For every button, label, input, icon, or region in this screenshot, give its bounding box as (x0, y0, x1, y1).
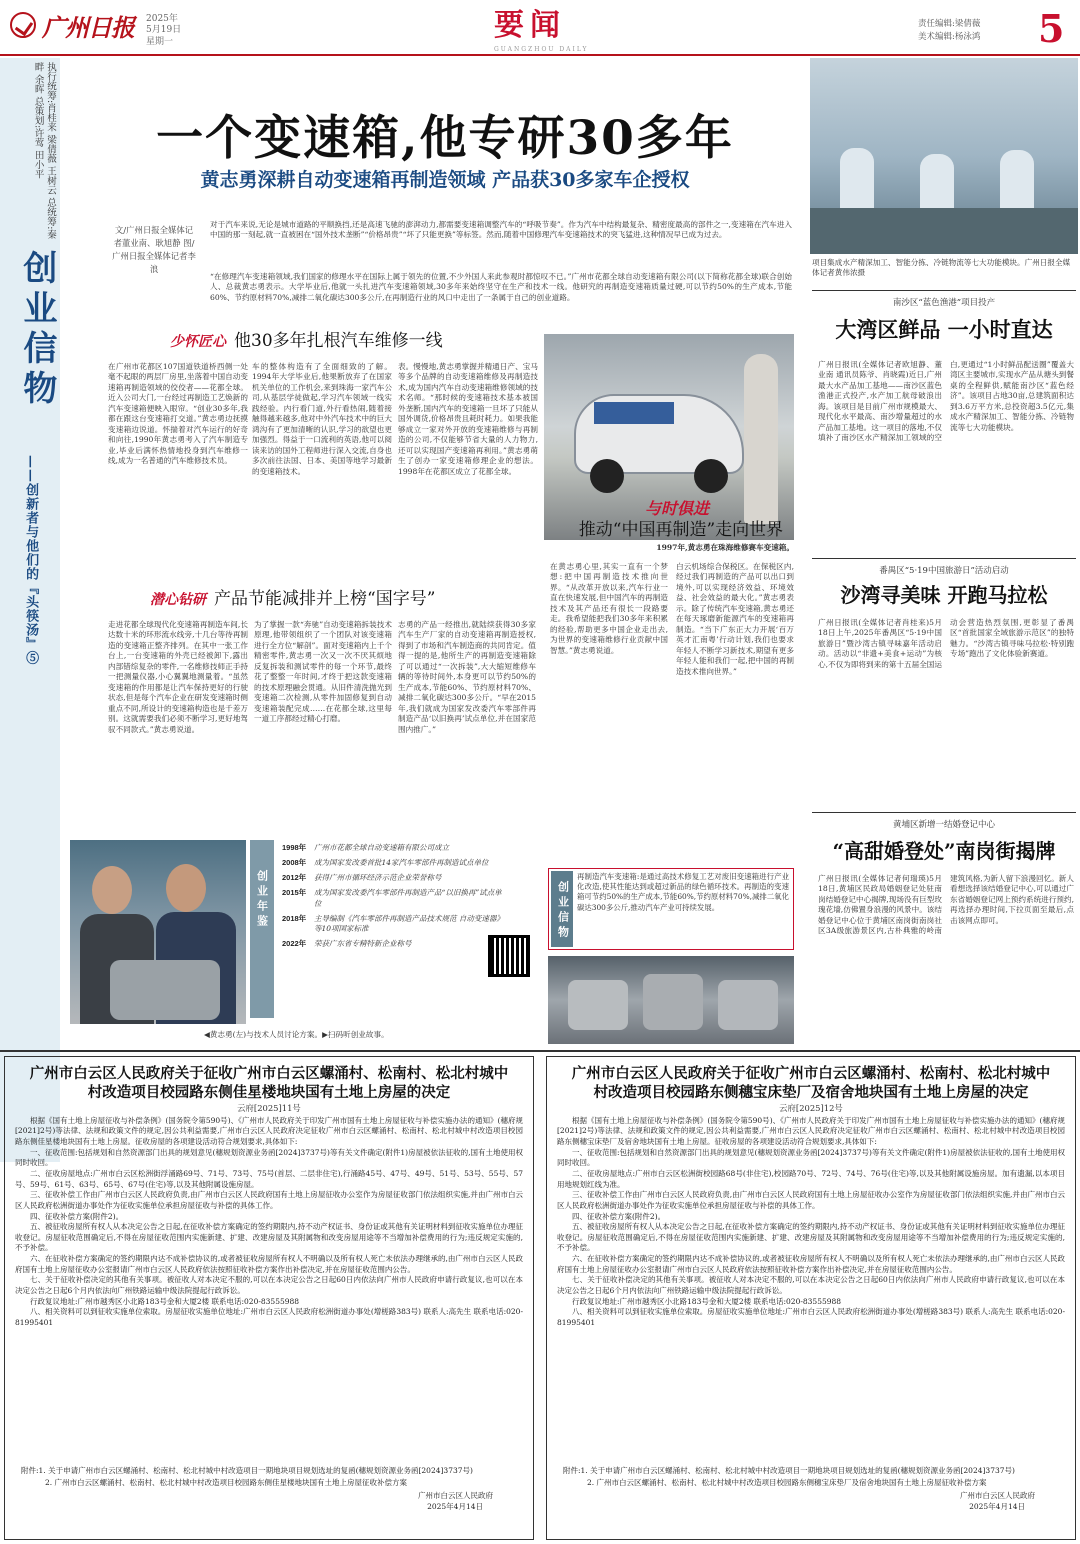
section-3-column-1: 在黄志勇心里,其实一直有一个梦想:把中国再制造技术推向世界。“从改革开放以来,汽车行业一直在快速发展,但中国汽车的再制造技术及其产品还有很长一段路要走。我希望能把我们30多年来积累的经验,帮助更多中国企业走出去,为世界的变速箱维修行业贡献中国智慧。”黄志勇说道。 (550, 562, 668, 655)
section-1-column-1: 在广州市花都区107国道铁道桥西侧一处毫不起眼的两层厂房里,坐落着中国自动变速箱再制造领域的佼佼者——花都全球。近入公司大门,一台经过再制造工艺焕新的汽车变速箱便映入眼帘。“创业30多年,我都在跟这台变速箱打交道。”黄志勇边抚摸变速箱边说道。怀揣着对汽车运行的好奇和向往,1990年黄志勇考入了汽车制造专业,毕业后满怀热情地投身到汽车维修一线,成为一名普通的汽车维修技术员。 (108, 362, 248, 466)
discussion-caption: ◀黄志勇(左)与技术人员讨论方案。▶扫码听创业故事。 (204, 1030, 389, 1039)
newspaper-logo-icon (10, 12, 36, 38)
intro-paragraph-1: 对于汽车来说,无论是城市道路的平顺换挡,还是高速飞驰的澎湃动力,都需要变速箱调整汽车的“呼吸节奏”。作为汽车中结构最复杂、精密度最高的部件之一,变速箱在汽车进入中国的那一刻起,就一直被困在“国外技术垄断”“价格昂贵”“坏了只能更换”等标签。然而,随着中国修理汽车变速箱技术的突飞猛进,这种情况早已成为过去。 (210, 220, 792, 240)
notice-2-date: 2025年4月14日 (969, 1501, 1025, 1511)
main-subheadline: 黄志勇深耕自动变速箱再制造领域 产品获30多家车企授权 (200, 169, 690, 191)
news-1-kicker: 南沙区“蓝色渔港”项目投产 (892, 298, 996, 308)
page-number: 5 (1038, 6, 1065, 51)
notices-divider (0, 1050, 1080, 1052)
section-1-heading: 少怀匠心 他30多年扎根汽车维修一线 (170, 331, 443, 351)
notice-2-signature: 广州市白云区人民政府 (960, 1491, 1035, 1501)
timeline-item: 2012年 获得广州市循环经济示范企业荣誉称号 (282, 873, 442, 883)
news-1-body: 广州日报讯(全媒体记者欧旭静、董业南 通讯员陈爷、肖晓霞)近日,广州最大水产品加工基地——南沙区蓝色渔港正式投产,水产加工航母破浪出海。该项目是目前广州市规模最大、现代化水平最高、南沙增量超过的水产品加工基地。这一项目的落地,不仅填补了南沙区水产精深加工领域的空白,更通过“1小时鲜品配送圈”覆盖大湾区主要城市,实现水产品从塘头到餐桌的全程鲜供,赋能南沙区“蓝色经济”。该项目占地30亩,总建筑面积达到3.6万平方米,总投资超3.5亿元,集成水产精深加工、智能分拣、冷链物流等七大功能模块。 (818, 360, 1074, 443)
section-1-column-2: 车的整体构造有了全面细致的了解。1994年大学毕业后,他果断放弃了在国家机关单位的工作机会,来到珠海一家汽车公司,从基层学徒做起,学习汽车领域一线实践经验。内行看门道,外行看热闹,随着接触得越来越多,他对中外汽车技术中的巨大鸿沟有了更加清晰的认识,学习的欲望也更加强烈。得益于一口流利的英语,他可以阅读来访的国外工程师进行深入交流,自身也多次前往法国、日本、美国等地学习最新的变速箱技术。 (252, 362, 392, 476)
race-car-caption: 1997年,黄志勇在珠海维修赛车变速箱。 (656, 543, 794, 552)
notice-1-body: 根据《国有土地上房屋征收与补偿条例》(国务院令第590号)、《广州市人民政府关于印发广州市国有土地上房屋征收与补偿实施办法的通知》(穗府规[2021]2号)等法律、法规和政策文件的规定,因公共利益需要,广州市白云区人民政府决定征收广州市白云区螺涌村、松南村、松北村城中村改造项目校园路东侧佳星楼地块国有土地上房屋。征收房屋的各项建设活动符合规划要求,具体如下: 一、征收范围:包括规划和自然资源部门出具的规划意见(穗规划资源业务函[2024]3737号)等有关文件确定(附件1)房屋被依法征收的,国有土地使用权同时收回。 二、征收房屋地点:广州市白云区松洲街浮涌路69号、71号、73号、75号(首层、二层非住宅),行涌路45号、47号、49号、51号、53号、55号、57号、59号、61号、63号、65号、67号(住宅)等,以及其他附属设施房屋。 三、征收补偿工作由广州市白云区人民政府负责,由广州市白云区人民政府国有土地上房屋征收办公室作为房屋征收部门依法组织实施,并由广州市白云区人民政府松洲街道办事处作为征收实施单位承担房屋征收与补偿的具体工作。 四、征收补偿方案(附件2)。 五、被征收房屋所有权人从本决定公告之日起,在征收补偿方案确定的签约期限内,持不动产权证书、身份证或其他有关证明材料到征收实施单位办理征收登记。房屋征收范围确定后,不得在房屋征收范围内实施新建、扩建、改建房屋及其附属物和改变房屋用途等不当增加补偿费用的行为;违反规定实施的,不予补偿。 六、在征收补偿方案确定的签约期限内达不成补偿协议的,或者被征收房屋所有权人不明确以及所有权人死亡未依法办理继承的,由广州市白云区人民政府国有土地上房屋征收办公室报请广州市白云区人民政府依法按照征收补偿方案作出补偿决定,并在房屋征收范围内公告。 七、关于征收补偿决定的其他有关事项。被征收人对本决定不服的,可以在本决定公告之日起60日内依法向广州市人民政府申请行政复议,也可以在本决定公告之日起6个月内依法向广州铁路运输中级法院提起行政诉讼。 行政复议地址:广州市越秀区小北路183号金和大厦2楼 联系电话:020-83555988 八、相关资料可以到征收实施单位索取。房屋征收实施单位地址:广州市白云区人民政府松洲街道办事处(增槎路383号) 联系人:高先生 联系电话:020-81995401 (15, 1115, 523, 1327)
section-2-column-2: 为了掌握一款“奔驰”自动变速箱拆装技术原理,他带领组织了一个团队对该变速箱进行全方位“解剖”。面对变速箱内上千个精密零件,黄志勇一次又一次不厌其烦地反复拆装和测试零件的每一个环节,最终花了整整一年时间,才终于把这款变速箱的技术原理融会贯通。从旧件清洗抛光到变速箱二次检测,从零件加固修复到自动变速箱装配完成……在花都全球,这里每一道工序都经过精心打磨。 (254, 620, 392, 724)
section-3-heading: 与时俱进 推动“中国再制造”走向世界 (578, 499, 784, 541)
timeline-item: 2018年 主导编制《汽车零部件再制造产品技术规范 自动变速器》等10项国家标准 (282, 913, 504, 933)
news-2-body: 广州日报讯(全媒体记者肖桂来)5月18日上午,2025年番禺区“5·19中国旅游日”暨沙湾古镇寻味嘉年活动启动。活动以“非遗+美食+运动”为核心,不仅为即将到来的第十五届全国运动会营造热烈氛围,更彰显了番禺区“首批国家全域旅游示范区”的独特魅力。“沙湾古镇寻味马拉松·特别跑专场”跑出了文化体验新赛道。 (818, 618, 1074, 669)
news-1-title: 大湾区鲜品 一小时直达 (835, 317, 1053, 342)
news-3-body: 广州日报讯(全媒体记者何瑞瑛)5月18日,黄埔区民政局婚姻登记处驻南岗结婚登记中心揭牌,现场没有巨型玫瑰花墙,仿佛置身浪漫的风景中。该结婚登记中心位于黄埔区南岗街南岗社区3A级旅游景区内,古朴典雅的岭南建筑风格,为新人留下浪漫回忆。新人看想选择该结婚登记中心,可以通过广东省婚姻登记网上预约系统进行预约,再选择办理时间,下拉页面至最后,点击该网点即可。 (818, 874, 1074, 936)
gearbox-object (643, 974, 703, 1030)
section-1-column-3: 表。慢慢地,黄志勇掌握并精通日产、宝马等多个品牌的自动变速箱维修及再制造技术,成为国内汽车自动变速箱维修领域的技术名师。“那时候的变速箱技术基本被国外垄断,国内汽车的变速箱一旦坏了只能从国外调货,价格昂贵且耗时耗力。如果我能够成立一家对外开放的变速箱维修与再制造的公司,不仅能够节省大量的人力物力,还可以实现国产变速箱再利用。”黄志勇萌生了创办一家变速箱修理企业的想法。1998年在花都区成立了花都全球。 (398, 362, 538, 476)
seafood-factory-photo (810, 58, 1078, 254)
gearbox-object (568, 980, 628, 1030)
timeline-label: 创业年鉴 (255, 870, 269, 930)
info-box-label-bar (551, 871, 573, 947)
timeline-item: 2015年 成为国家发改委汽车零部件再制造产品“以旧换再”试点单位 (282, 888, 502, 908)
notice-1-date: 2025年4月14日 (427, 1501, 483, 1511)
editors: 责任编辑:梁倩薇 美术编辑:杨泳鸿 (918, 19, 981, 42)
notice-1-attachment-2: 2. 广州市白云区螺涌村、松南村、松北村城中村改造项目校园路东侧佳星楼地块国有土地上房屋征收补偿方案 (45, 1478, 408, 1488)
info-box (548, 868, 794, 950)
person-head (166, 864, 206, 912)
section-title: 要闻 (494, 8, 566, 43)
section-2-column-3: 志勇的产品一经推出,就陆续获得30多家汽车生产厂家的自动变速箱再制造授权,得到了市场和汽车制造商的共同肯定。值得一提的是,他所生产的再制造变速箱除了可以通过“一次拆装”,大大缩短维修车辆的等待时间外,本身更可以节约50%的生产成本,节能60%、节约原材料70%、减排二氧化碳达300多公斤。“早在2015年,我们就成为国家发改委汽车零部件再制造产品‘以旧换再’试点单位,并在国家范围内推广。” (398, 620, 536, 734)
series-credits: 执行统筹:肖桂来 梁倩薇 王树云 总统筹:秦畔 余晖 总策划:许莺 田小平 (32, 62, 56, 239)
section-subtitle: GUANGZHOU DAILY (494, 46, 589, 53)
notice-1-signature: 广州市白云区人民政府 (418, 1491, 493, 1501)
person-head (92, 866, 132, 914)
notice-1-attachment-1: 附件:1. 关于申请广州市白云区螺涌村、松南村、松北村城中村改造项目一期地块项目规划选址的复函(穗规划资源业务函[2024]3737号) (21, 1465, 473, 1475)
divider (812, 812, 1076, 813)
notice-2-attachment-1: 附件:1. 关于申请广州市白云区螺涌村、松南村、松北村城中村改造项目一期地块项目规划选址的复函(穗规划资源业务函[2024]3737号) (563, 1465, 1015, 1475)
news-2-title: 沙湾寻美味 开跑马拉松 (840, 583, 1048, 607)
gearbox-object (718, 980, 778, 1030)
intro-paragraph-2: “在修理汽车变速箱领域,我们国家的修理水平在国际上属于领先的位置,不少外国人来此参观时都惊叹不已。”广州市花都全球自动变速箱有限公司(以下简称花都全球)联合创始人、总裁黄志勇表示。大学毕业后,他就一头扎进汽车变速箱领域,30多年来始终坚守在生产和技术一线。他研究的再制造变速箱质量过硬,可以节约50%的生产成本,节能60%、节约原材料70%,减排二氧化碳达300多公斤,在再制造行业的风口中走出了一条属于自己的创业道路。 (210, 272, 792, 302)
car-window (594, 402, 674, 424)
notice-2-attachment-2: 2. 广州市白云区螺涌村、松南村、松北村城中村改造项目校园路东侧穗宝床垫厂及宿舍地块国有土地上房屋征收补偿方案 (587, 1478, 987, 1488)
news-3-kicker: 黄埔区新增一结婚登记中心 (892, 820, 995, 830)
car-wheel (590, 459, 624, 493)
section-3-column-2: 白云机场综合保税区。在保税区内,经过我们再制造的产品可以出口到境外,可以实现经济效益、环境效益、社会效益的最大化。”黄志勇表示。除了传统汽车变速箱,黄志勇还在每天琢磨新能源汽车的变速箱再制造。“当下广东正大力开展‘百万英才汇南粤’行动计划,我们也要求年轻人不断学习新技术,期望有更多年轻人能和我们一起,把中国的再制造技术推向世界。” (676, 562, 794, 676)
qr-code-icon[interactable] (488, 935, 530, 977)
news-3-title: “高甜婚登处”南岗街揭牌 (832, 839, 1056, 863)
timeline (282, 843, 504, 954)
gearbox-object (110, 960, 220, 1020)
notice-2-number: 云府[2025]12号 (779, 1102, 843, 1113)
notice-2-title: 广州市白云区人民政府关于征收广州市白云区螺涌村、松南村、松北村城中村改造项目校园路东侧穗宝床垫厂及宿舍地块国有土地上房屋的决定 (571, 1065, 1051, 1101)
notice-2-body: 根据《国有土地上房屋征收与补偿条例》(国务院令第590号)、《广州市人民政府关于印发广州市国有土地上房屋征收与补偿实施办法的通知》(穗府规[2021]2号)等法律、法规和政策文件的规定,因公共利益需要,广州市白云区人民政府决定征收广州市白云区螺涌村、松南村、松北村城中村改造项目校园路东侧穗宝床垫厂及宿舍地块国有土地上房屋。征收房屋的各项建设活动符合规划要求,具体如下: 一、征收范围:包括规划和自然资源部门出具的规划意见(穗规划资源业务函[2024]3737号)等有关文件确定(附件1)房屋被依法征收的,国有土地使用权同时收回。 二、征收房屋地点:广州市白云区松洲街校园路68号(非住宅),校园路70号、72号、74号、76号(住宅)等,以及其他附属设施房屋。加有遗漏,以本项目用地规划红线为准。 三、征收补偿工作由广州市白云区人民政府负责,由广州市白云区人民政府国有土地上房屋征收办公室作为房屋征收部门依法组织实施,并由广州市白云区人民政府松洲街道办事处作为征收实施单位承担房屋征收与补偿的具体工作。 四、征收补偿方案(附件2)。 五、被征收房屋所有权人从本决定公告之日起,在征收补偿方案确定的签约期限内,持不动产权证书、身份证或其他有关证明材料到征收实施单位办理征收登记。房屋征收范围确定后,不得在房屋征收范围内实施新建、扩建、改建房屋及其附属物和改变房屋用途等不当增加补偿费用的行为;违反规定实施的,不予补偿。 六、在征收补偿方案确定的签约期限内达不成补偿协议的,或者被征收房屋所有权人不明确以及所有权人死亡未依法办理继承的,由广州市白云区人民政府国有土地上房屋征收办公室报请广州市白云区人民政府依法按照征收补偿方案作出补偿决定,并在房屋征收范围内公告。 七、关于征收补偿决定的其他有关事项。被征收人对本决定不服的,可以在本决定公告之日起60日内依法向广州市人民政府申请行政复议,也可以在本决定公告之日起6个月内依法向广州铁路运输中级法院提起行政诉讼。 行政复议地址:广州市越秀区小北路183号金和大厦2楼 联系电话:020-83555988 八、相关资料可以到征收实施单位索取。房屋征收实施单位地址:广州市白云区人民政府松洲街道办事处(增槎路383号) 联系人:高先生 联系电话:020-81995401 (557, 1115, 1065, 1327)
issue-date: 2025年 5月19日 星期一 (146, 14, 182, 47)
info-box-text: 再制造汽车变速箱:是通过高技术修复工艺对废旧变速箱进行产业化改造,使其性能达到或超过新品的绿色循环技术。再制造的变速箱可节约50%的生产成本,节能60%,节约原材料70%,减排二氧化碳达300多公斤,推动汽车产业可持续发展。 (577, 872, 789, 912)
notice-1-title: 广州市白云区人民政府关于征收广州市白云区螺涌村、松南村、松北村城中村改造项目校园路东侧佳星楼地块国有土地上房屋的决定 (29, 1065, 509, 1101)
timeline-item: 2022年 荣获广东省专精特新企业称号 (282, 938, 412, 948)
info-box-label: 创业信物 (556, 881, 570, 941)
gearbox-product-photo (548, 956, 794, 1044)
section-2-heading: 潜心钻研 产品节能减排并上榜“国字号” (150, 589, 436, 609)
timeline-item: 1998年 广州市花都全球自动变速箱有限公司成立 (282, 843, 449, 852)
paper-name: 广州日报 (42, 13, 134, 42)
seafood-photo-caption: 项目集成水产精深加工、智能分拣、冷链物流等七大功能模块。广州日报全媒体记者黄伟浓摄 (812, 258, 1071, 278)
timeline-label-bar (250, 840, 274, 1018)
timeline-item: 2008年 成为国家发改委首批14家汽车零部件再制造试点单位 (282, 858, 489, 868)
divider (812, 558, 1076, 559)
notice-1 (4, 1056, 534, 1540)
section-2-column-1: 走进花都全球现代化变速箱再制造车间,长达数十米的环形流水线旁,十几台等待再制造的变速箱正整齐排列。在其中一张工作台上,一台变速箱的外壳已经被卸下,露出内部错综复杂的零件,一名维修技师正手持一把测量仪器,小心翼翼地测量着。“虽然变速箱的作用都是让汽车保持更好的行驶状态,但是每个汽车企业在研发变速箱时侧重点不同,所设计的变速箱构造也是千差万别。这就需要我们必须不断学习,更好地驾驭不同款式。”黄志勇说道。 (108, 620, 248, 734)
discussion-photo (70, 840, 246, 1024)
series-subtitle: ——创新者与他们的『头筷汤』⑤ (23, 455, 39, 665)
news-2-kicker: 番禺区“5·19中国旅游日”活动启动 (879, 566, 1009, 576)
conveyor-line (810, 208, 1078, 254)
series-title: 创业信物 (16, 250, 57, 410)
notice-2 (546, 1056, 1076, 1540)
byline: 文/广州日报全媒体记者董业南、耿旭静 图/广州日报全媒体记者李浪 (112, 225, 196, 275)
car-wheel (694, 459, 728, 493)
notice-1-number: 云府[2025]11号 (237, 1102, 301, 1113)
divider (812, 290, 1076, 291)
main-headline: 一个变速箱,他专研30多年 (156, 111, 734, 166)
